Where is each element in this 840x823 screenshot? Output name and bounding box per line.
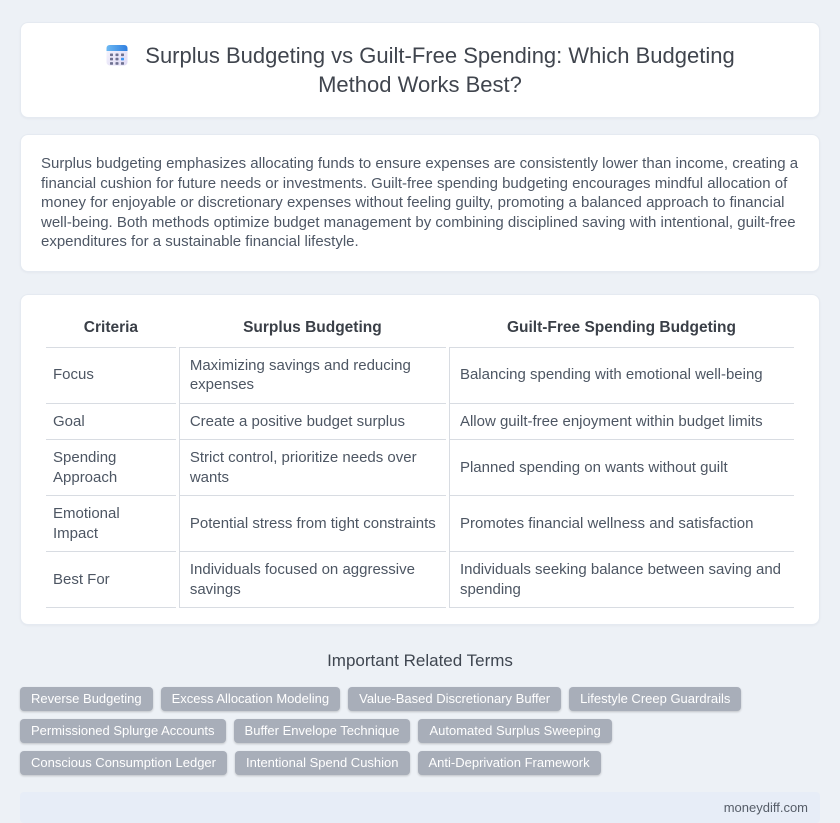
page-title-line1: Surplus Budgeting vs Guilt-Free Spending: Which Budgeting [145,43,735,68]
surplus-cell: Potential stress from tight constraints [179,496,446,552]
guilt-free-cell: Balancing spending with emotional well-being [449,348,794,404]
page-title-line2: Method Works Best? [318,72,522,97]
column-header-guilt-free: Guilt-Free Spending Budgeting [449,313,794,348]
calendar-icon [105,43,129,67]
table-row [46,496,794,552]
related-term-pill[interactable]: Intentional Spend Cushion [235,751,410,775]
related-term-pill[interactable]: Automated Surplus Sweeping [418,719,611,743]
comparison-table [43,313,797,609]
site-name: moneydiff.com [723,800,808,815]
criteria-cell: Best For [46,552,176,608]
table-row [46,552,794,608]
related-term-pill[interactable]: Lifestyle Creep Guardrails [569,687,741,711]
guilt-free-cell: Planned spending on wants without guilt [449,440,794,496]
header-card [20,22,820,118]
related-term-pill[interactable]: Anti-Deprivation Framework [418,751,601,775]
related-terms-heading: Important Related Terms [327,651,513,670]
guilt-free-cell: Promotes financial wellness and satisfaction [449,496,794,552]
surplus-cell: Strict control, prioritize needs over wants [179,440,446,496]
description-card [20,134,820,272]
criteria-cell: Focus [46,348,176,404]
criteria-cell: Spending Approach [46,440,176,496]
related-term-pill[interactable]: Excess Allocation Modeling [161,687,341,711]
surplus-cell: Create a positive budget surplus [179,404,446,441]
related-terms-list [20,687,820,775]
related-term-pill[interactable]: Buffer Envelope Technique [234,719,411,743]
related-term-pill[interactable]: Value-Based Discretionary Buffer [348,687,561,711]
column-header-surplus: Surplus Budgeting [179,313,446,348]
comparison-table-card [20,294,820,626]
column-header-criteria: Criteria [46,313,176,348]
page-title [105,41,734,99]
surplus-cell: Individuals focused on aggressive savings [179,552,446,608]
criteria-cell: Goal [46,404,176,441]
table-row [46,440,794,496]
table-header-row [46,313,794,348]
guilt-free-cell: Individuals seeking balance between saving and spending [449,552,794,608]
related-term-pill[interactable]: Reverse Budgeting [20,687,153,711]
related-term-pill[interactable]: Permissioned Splurge Accounts [20,719,226,743]
criteria-cell: Emotional Impact [46,496,176,552]
footer-bar [20,792,820,823]
related-term-pill[interactable]: Conscious Consumption Ledger [20,751,227,775]
description-text: Surplus budgeting emphasizes allocating funds to ensure expenses are consistently lower than income, creating a financial cushion for future needs or investments. Guilt-free spending budgeting encourages mindful allocation of money for enjoyable or discretionary expenses without feeling guilty, promoting a balanced approach to financial well-being. Both methods optimize budget management by combining disciplined saving with intentional, guilt-free expenditures for a sustainable financial lifestyle. [41,155,799,250]
table-row [46,348,794,404]
surplus-cell: Maximizing savings and reducing expenses [179,348,446,404]
table-row [46,404,794,441]
guilt-free-cell: Allow guilt-free enjoyment within budget limits [449,404,794,441]
